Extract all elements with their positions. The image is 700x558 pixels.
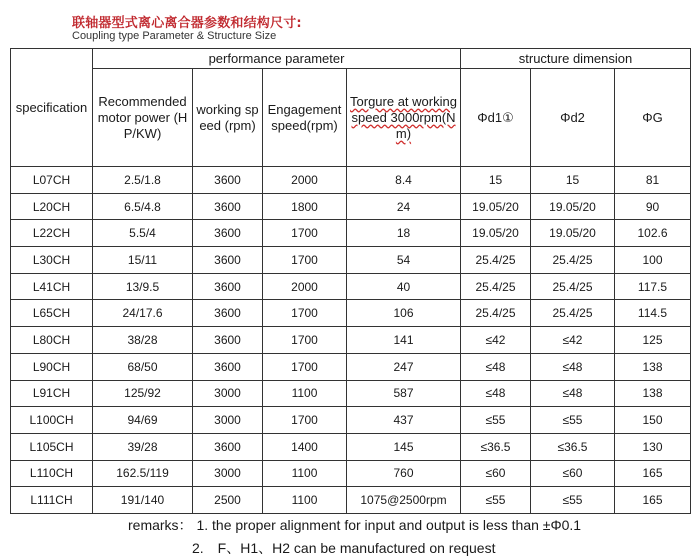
d2-cell: 25.4/25 <box>531 300 615 327</box>
spec-cell: L111CH <box>11 487 93 514</box>
speed-cell: 3600 <box>193 433 263 460</box>
g-cell: 102.6 <box>615 220 691 247</box>
d1-cell: 19.05/20 <box>461 193 531 220</box>
speed-cell: 3600 <box>193 327 263 354</box>
g-cell: 81 <box>615 167 691 194</box>
g-cell: 125 <box>615 327 691 354</box>
torque-cell: 8.4 <box>347 167 461 194</box>
speed-cell: 3600 <box>193 220 263 247</box>
engagement-cell: 1700 <box>263 220 347 247</box>
engagement-cell: 1700 <box>263 247 347 274</box>
spec-table <box>10 48 691 514</box>
title-english: Coupling type Parameter & Structure Size <box>72 30 277 42</box>
remarks-line-1: remarks： 1. the proper alignment for input and output is less than ±Φ0.1 <box>128 517 582 533</box>
power-cell: 2.5/1.8 <box>93 167 193 194</box>
spec-cell: L41CH <box>11 273 93 300</box>
engagement-cell: 1700 <box>263 407 347 434</box>
speed-cell: 3600 <box>193 273 263 300</box>
d2-cell: 15 <box>531 167 615 194</box>
spec-cell: L65CH <box>11 300 93 327</box>
power-cell: 94/69 <box>93 407 193 434</box>
power-cell: 24/17.6 <box>93 300 193 327</box>
table-row <box>11 407 691 434</box>
d1-cell: 25.4/25 <box>461 273 531 300</box>
spec-cell: L91CH <box>11 380 93 407</box>
speed-cell: 3600 <box>193 300 263 327</box>
torque-cell: 18 <box>347 220 461 247</box>
d2-cell: ≤55 <box>531 487 615 514</box>
engagement-cell: 1800 <box>263 193 347 220</box>
d1-cell: 15 <box>461 167 531 194</box>
g-cell: 165 <box>615 460 691 487</box>
col-header-specification: specification <box>11 49 93 167</box>
d2-cell: 25.4/25 <box>531 273 615 300</box>
power-cell: 68/50 <box>93 353 193 380</box>
spec-cell: L80CH <box>11 327 93 354</box>
d1-cell: 19.05/20 <box>461 220 531 247</box>
g-cell: 114.5 <box>615 300 691 327</box>
power-cell: 5.5/4 <box>93 220 193 247</box>
g-cell: 138 <box>615 380 691 407</box>
d2-cell: ≤48 <box>531 353 615 380</box>
torque-cell: 141 <box>347 327 461 354</box>
table-row <box>11 380 691 407</box>
spec-cell: L100CH <box>11 407 93 434</box>
d1-cell: 25.4/25 <box>461 247 531 274</box>
table-row <box>11 353 691 380</box>
table-row <box>11 487 691 514</box>
d1-cell: ≤48 <box>461 380 531 407</box>
d2-cell: 19.05/20 <box>531 220 615 247</box>
torque-cell: 40 <box>347 273 461 300</box>
remarks-line-2: 2. F、H1、H2 can be manufactured on request <box>192 540 496 556</box>
spec-cell: L90CH <box>11 353 93 380</box>
col-header-d2: Φd2 <box>531 69 615 167</box>
d2-cell: 19.05/20 <box>531 193 615 220</box>
spec-cell: L110CH <box>11 460 93 487</box>
engagement-cell: 2000 <box>263 167 347 194</box>
table-row <box>11 300 691 327</box>
spec-cell: L105CH <box>11 433 93 460</box>
table-row <box>11 273 691 300</box>
speed-cell: 3600 <box>193 193 263 220</box>
engagement-cell: 1700 <box>263 327 347 354</box>
speed-cell: 3000 <box>193 380 263 407</box>
g-cell: 117.5 <box>615 273 691 300</box>
d2-cell: ≤60 <box>531 460 615 487</box>
engagement-cell: 1400 <box>263 433 347 460</box>
d2-cell: ≤55 <box>531 407 615 434</box>
engagement-cell: 1100 <box>263 487 347 514</box>
d1-cell: ≤55 <box>461 407 531 434</box>
header-group-row <box>11 49 691 69</box>
torque-cell: 1075@2500rpm <box>347 487 461 514</box>
power-cell: 38/28 <box>93 327 193 354</box>
table-row <box>11 193 691 220</box>
power-cell: 15/11 <box>93 247 193 274</box>
d1-cell: ≤55 <box>461 487 531 514</box>
power-cell: 162.5/119 <box>93 460 193 487</box>
table-row <box>11 247 691 274</box>
col-header-d1: Φd1① <box>461 69 531 167</box>
spec-cell: L07CH <box>11 167 93 194</box>
spec-cell: L22CH <box>11 220 93 247</box>
speed-cell: 3000 <box>193 460 263 487</box>
d1-cell: ≤60 <box>461 460 531 487</box>
table-row <box>11 433 691 460</box>
d1-cell: ≤48 <box>461 353 531 380</box>
torque-cell: 437 <box>347 407 461 434</box>
engagement-cell: 1100 <box>263 460 347 487</box>
d2-cell: ≤48 <box>531 380 615 407</box>
speed-cell: 3600 <box>193 247 263 274</box>
d2-cell: ≤36.5 <box>531 433 615 460</box>
title-chinese: 联轴器型式离心离合器参数和结构尺寸: <box>72 16 302 31</box>
engagement-cell: 2000 <box>263 273 347 300</box>
g-cell: 100 <box>615 247 691 274</box>
torque-cell: 54 <box>347 247 461 274</box>
table-row <box>11 167 691 194</box>
torque-cell: 145 <box>347 433 461 460</box>
d2-cell: 25.4/25 <box>531 247 615 274</box>
engagement-cell: 1700 <box>263 300 347 327</box>
d1-cell: 25.4/25 <box>461 300 531 327</box>
speed-cell: 3000 <box>193 407 263 434</box>
power-cell: 39/28 <box>93 433 193 460</box>
g-cell: 138 <box>615 353 691 380</box>
power-cell: 125/92 <box>93 380 193 407</box>
power-cell: 6.5/4.8 <box>93 193 193 220</box>
power-cell: 191/140 <box>93 487 193 514</box>
torque-header-text: Torgure at working speed 3000rpm(Nm) <box>350 93 457 141</box>
torque-cell: 24 <box>347 193 461 220</box>
col-header-working-speed: working speed (rpm) <box>193 69 263 167</box>
col-header-torque <box>347 69 461 167</box>
g-cell: 90 <box>615 193 691 220</box>
speed-cell: 3600 <box>193 353 263 380</box>
d2-cell: ≤42 <box>531 327 615 354</box>
torque-cell: 247 <box>347 353 461 380</box>
g-cell: 165 <box>615 487 691 514</box>
spec-cell: L20CH <box>11 193 93 220</box>
d1-cell: ≤42 <box>461 327 531 354</box>
table-row <box>11 220 691 247</box>
torque-cell: 106 <box>347 300 461 327</box>
d1-cell: ≤36.5 <box>461 433 531 460</box>
col-header-motor-power: Recommended motor power (HP/KW) <box>93 69 193 167</box>
group-header-performance: performance parameter <box>93 49 461 69</box>
torque-cell: 587 <box>347 380 461 407</box>
speed-cell: 3600 <box>193 167 263 194</box>
speed-cell: 2500 <box>193 487 263 514</box>
col-header-engagement-speed: Engagement speed(rpm) <box>263 69 347 167</box>
header-columns-row <box>11 69 691 167</box>
engagement-cell: 1700 <box>263 353 347 380</box>
engagement-cell: 1100 <box>263 380 347 407</box>
power-cell: 13/9.5 <box>93 273 193 300</box>
torque-cell: 760 <box>347 460 461 487</box>
group-header-structure: structure dimension <box>461 49 691 69</box>
g-cell: 150 <box>615 407 691 434</box>
table-row <box>11 327 691 354</box>
col-header-g: ΦG <box>615 69 691 167</box>
g-cell: 130 <box>615 433 691 460</box>
spec-cell: L30CH <box>11 247 93 274</box>
table-row <box>11 460 691 487</box>
